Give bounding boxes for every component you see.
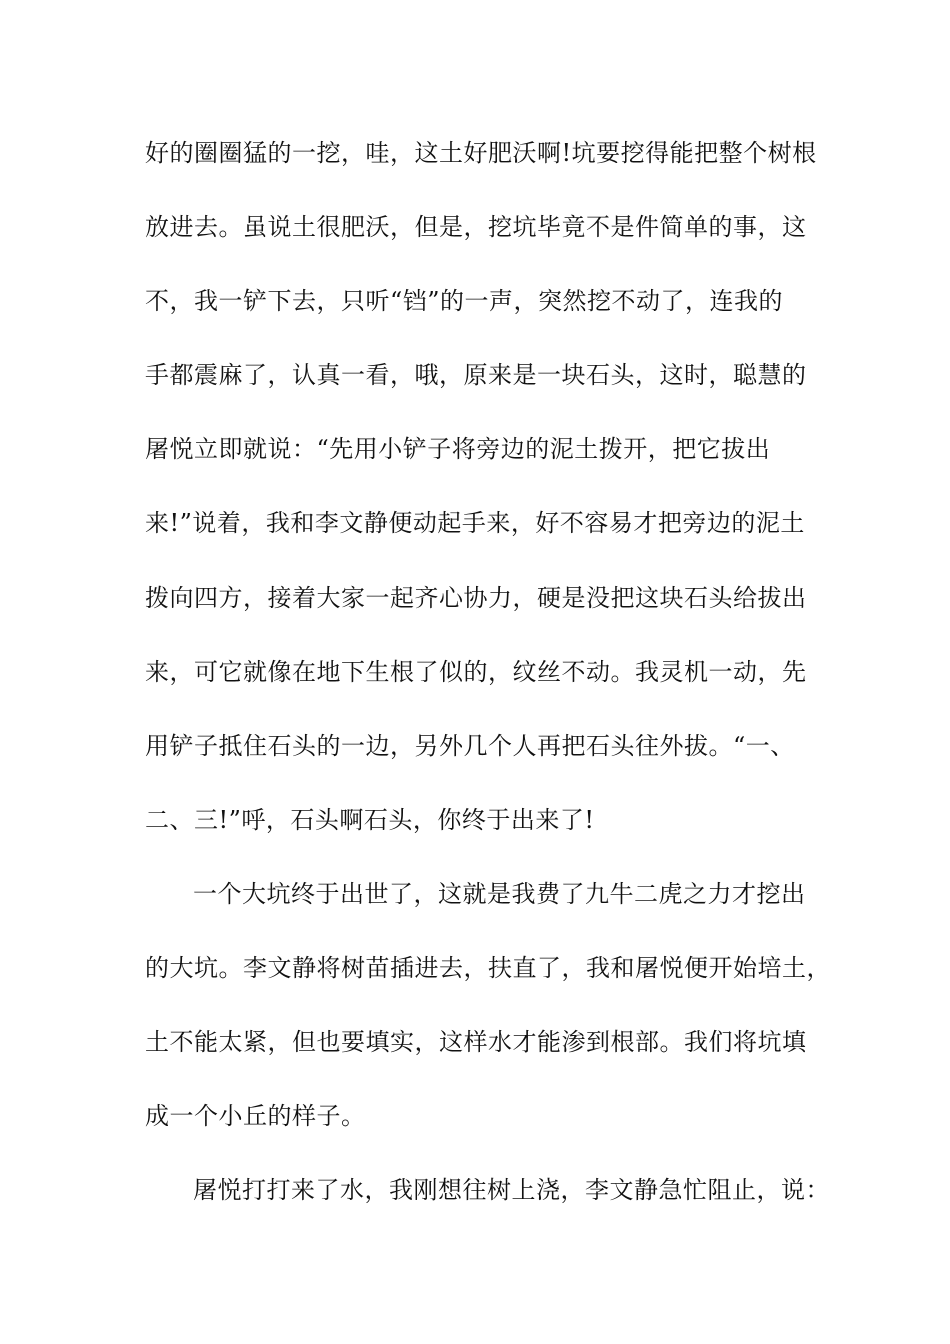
text-line: 拨向四方，接着大家一起齐心协力，硬是没把这块石头给拔出 xyxy=(145,584,807,612)
text-line: 手都震麻了，认真一看，哦，原来是一块石头，这时，聪慧的 xyxy=(145,361,807,389)
text-line: 放进去。虽说土很肥沃，但是，挖坑毕竟不是件简单的事，这 xyxy=(145,213,807,241)
text-line: 好的圈圈猛的一挖，哇，这土好肥沃啊!坑要挖得能把整个树根 xyxy=(145,139,817,167)
text-line: 屠悦立即就说：“先用小铲子将旁边的泥土拨开，把它拔出 xyxy=(145,435,771,463)
text-line: 来!”说着，我和李文静便动起手来，好不容易才把旁边的泥土 xyxy=(145,509,805,537)
text-line: 二、三!”呼，石头啊石头，你终于出来了! xyxy=(145,806,595,834)
text-line: 土不能太紧，但也要填实，这样水才能渗到根部。我们将坑填 xyxy=(145,1028,807,1056)
text-line: 成一个小丘的样子。 xyxy=(145,1102,366,1130)
text-line: 不，我一铲下去，只听“铛”的一声，突然挖不动了，连我的 xyxy=(145,287,784,315)
text-line: 的大坑。李文静将树苗插进去，扶直了，我和屠悦便开始培土， xyxy=(145,954,831,982)
text-line: 用铲子抵住石头的一边，另外几个人再把石头往外拔。“一、 xyxy=(145,732,795,760)
paragraph-first-line: 一个大坑终于出世了，这就是我费了九牛二虎之力才挖出 xyxy=(193,880,806,908)
text-line: 来，可它就像在地下生根了似的，纹丝不动。我灵机一动，先 xyxy=(145,658,807,686)
paragraph-first-line: 屠悦打打来了水，我刚想往树上浇，李文静急忙阻止，说： xyxy=(193,1176,830,1204)
